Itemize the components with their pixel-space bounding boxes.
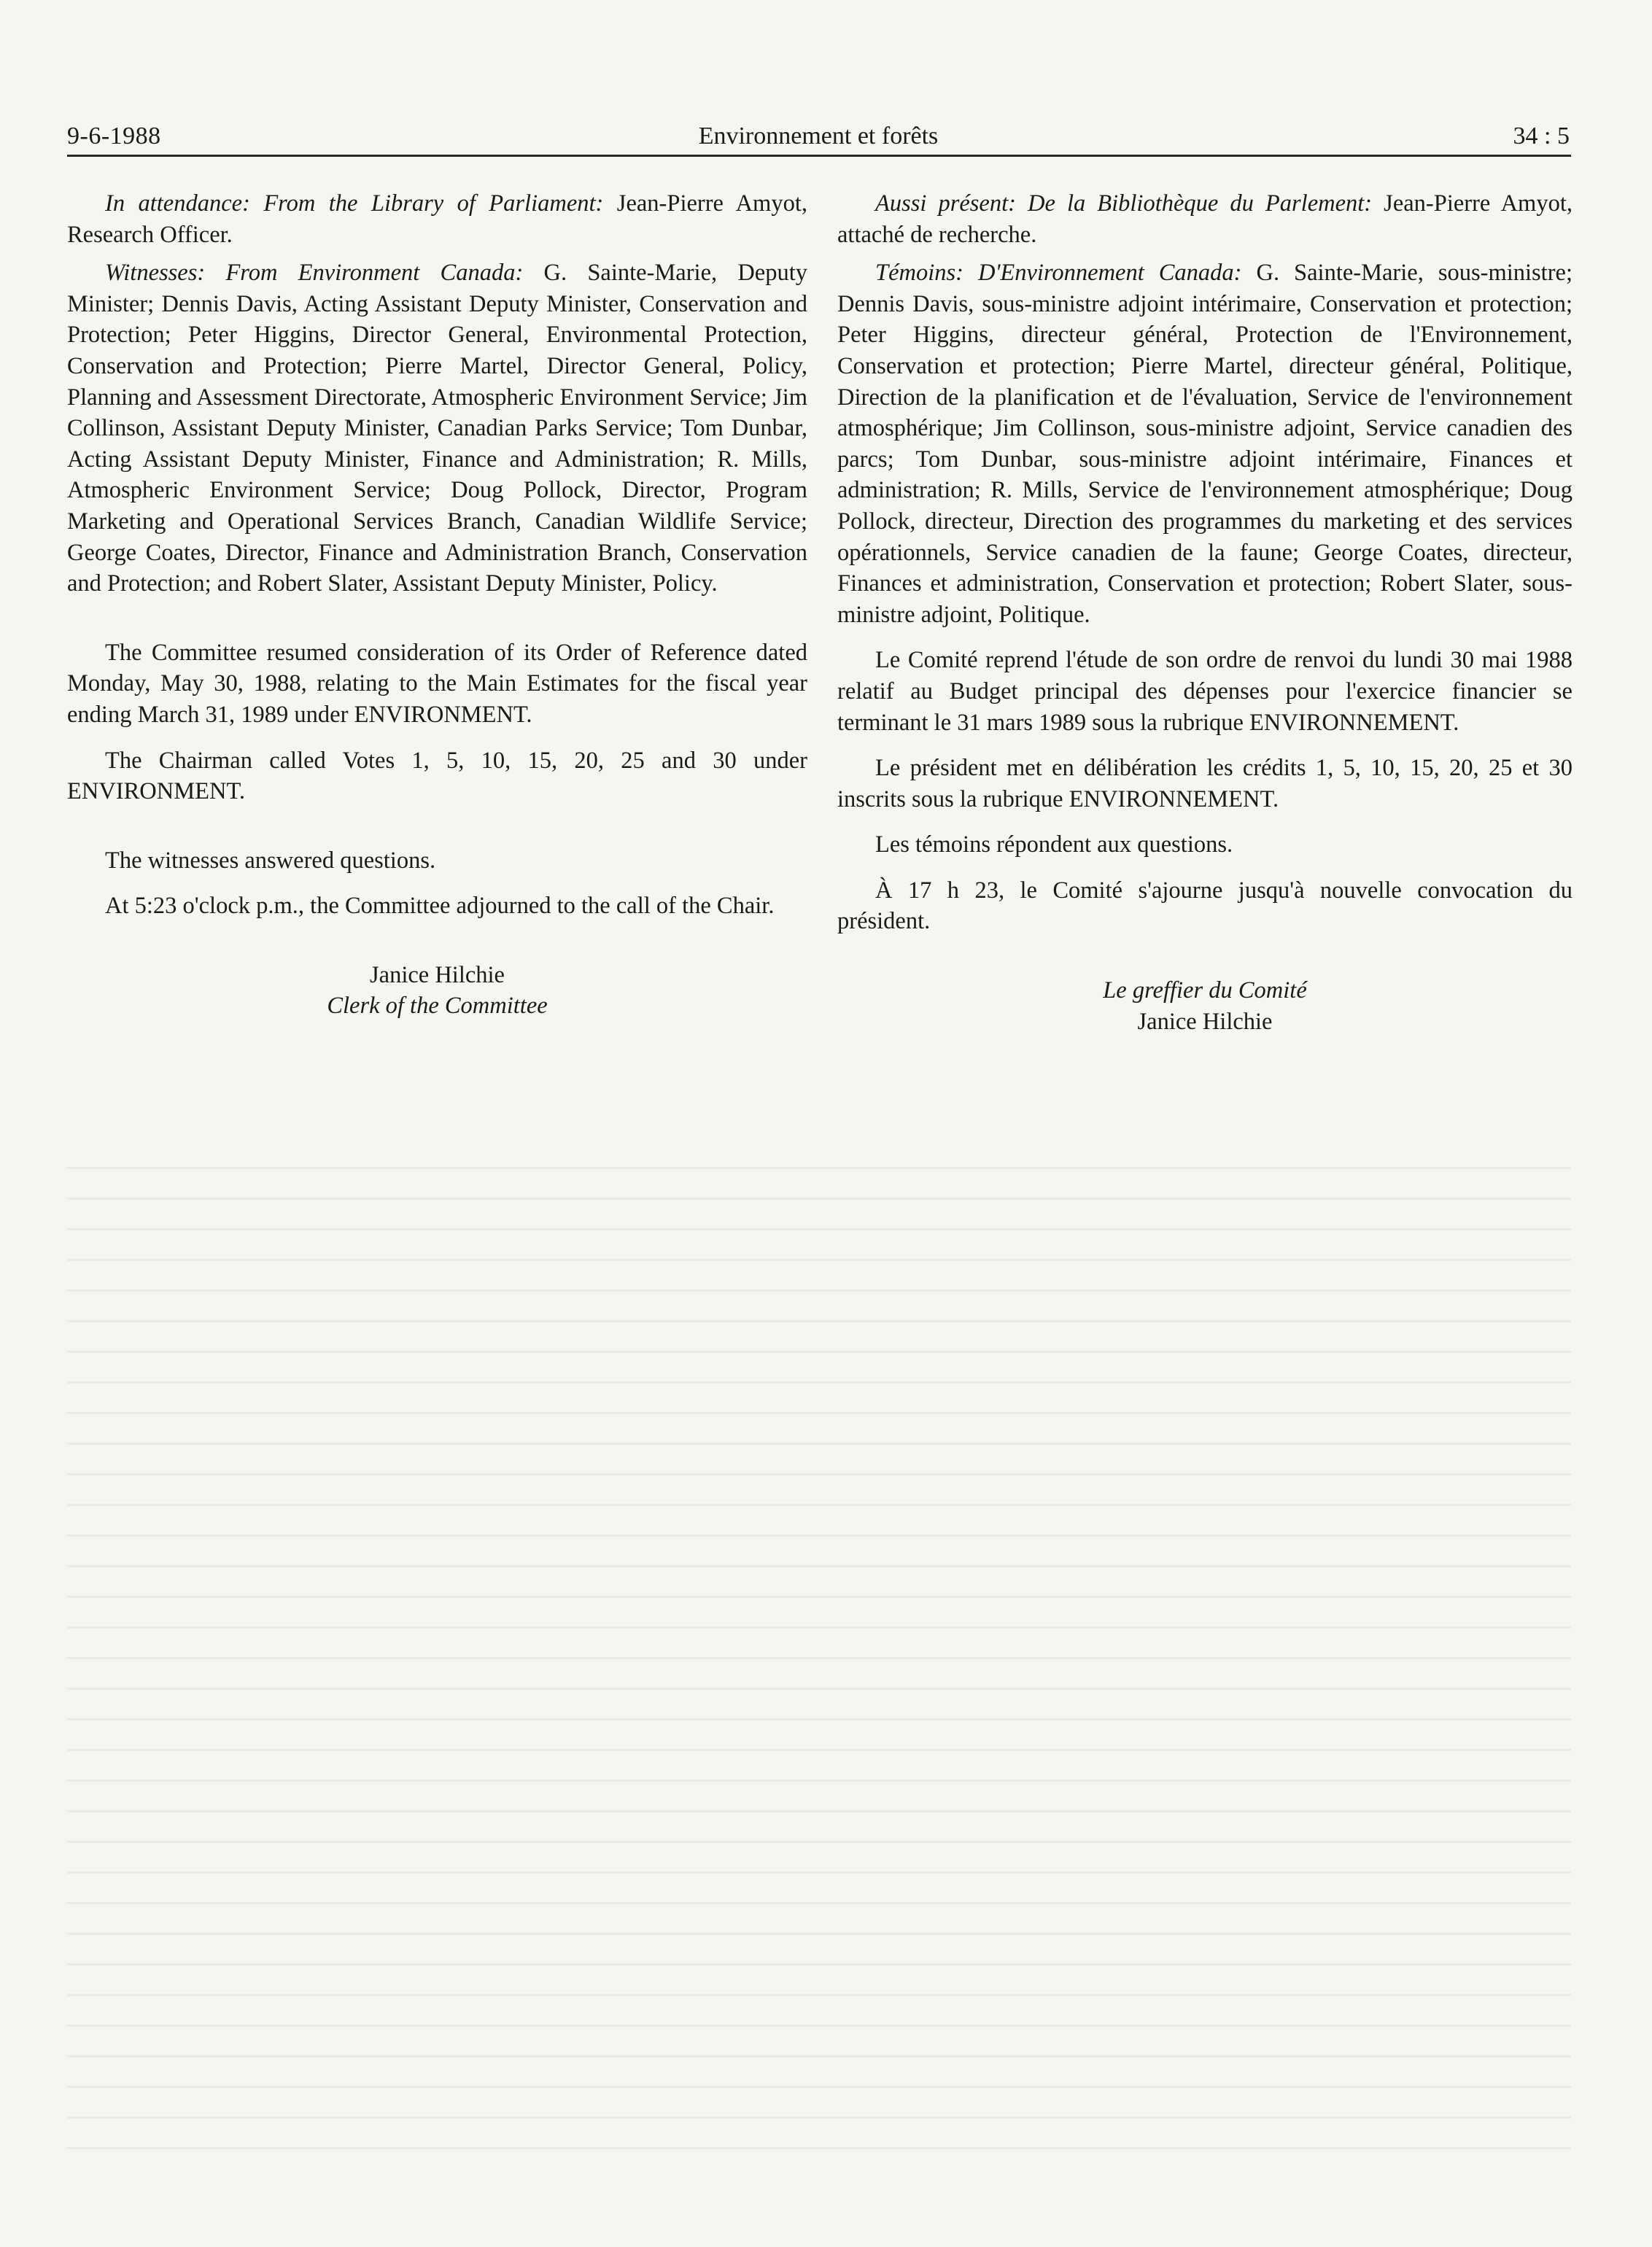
header-page-number: 34 : 5	[1513, 123, 1570, 150]
resumed-paragraph: The Committee resumed consideration of its Order of Reference dated Monday, May 30, 1988, relating to the Main Estimates for the fiscal year ending March 31, 1989 under ENVIRONMENT.	[67, 639, 807, 728]
french-column	[837, 188, 1572, 1037]
signature-name: Janice Hilchie	[370, 961, 505, 988]
chairman-paragraph-fr: Le président met en délibération les crédits 1, 5, 10, 15, 20, 25 et 30 inscrits sous la rubrique ENVIRONNEMENT.	[837, 755, 1572, 812]
header-rule	[67, 155, 1571, 157]
page-header	[67, 123, 1570, 155]
attendance-label-fr: Aussi présent	[875, 190, 1009, 217]
attendance-text-fr: Jean-Pierre Amyot, attaché de recherche.	[837, 190, 1572, 248]
signature-title: Clerk of the Committee	[327, 993, 548, 1020]
attendance-from: From the Library of Parliament	[263, 190, 596, 217]
english-column	[67, 188, 807, 1022]
adjourned-paragraph-fr: À 17 h 23, le Comité s'ajourne jusqu'à nouvelle convocation du président.	[837, 877, 1572, 935]
resumed-paragraph-fr: Le Comité reprend l'étude de son ordre de renvoi du lundi 30 mai 1988 relatif au Budget principal des dépenses pour l'exercice financier se terminant le 31 mars 1989 sous la rubrique ENVIRONNEMENT.	[837, 647, 1572, 736]
signature-title-fr: Le greffier du Comité	[1103, 977, 1307, 1004]
witnesses-from: From Environment Canada	[225, 260, 516, 287]
adjourned-paragraph: At 5:23 o'clock p.m., the Committee adjourned to the call of the Chair.	[105, 893, 775, 920]
witnesses-from-fr: D'Environnement Canada	[977, 260, 1234, 287]
witnesses-paragraph-fr: Témoins: D'Environnement Canada: G. Sainte-Marie, sous-ministre; Dennis Davis, sous-ministre adjoint intérimaire, Conservation et protection; Peter Higgins, directeur général, Protection de l'Environnement, Conservation et protection; Pierre Martel, directeur général, Politique, Direction de la planification et de l'évaluation, Service de l'environnement atmosphérique; Jim Collinson, sous-ministre adjoint, Service canadien des parcs; Tom Dunbar, sous-ministre adjoint intérimaire, Finances et administration; R. Mills, Service de l'environnement atmosphérique; Doug Pollock, directeur, Direction des programmes du marketing et des services opérationnels, Service canadien de la faune; George Coates, directeur, Finances et administration, Conservation et protection; Robert Slater, sous-ministre adjoint, Politique.	[837, 260, 1572, 628]
witnesses-answered-paragraph: The witnesses answered questions.	[105, 847, 436, 874]
header-title: Environnement et forêts	[698, 123, 939, 150]
attendance-from-fr: De la Bibliothèque du Parlement	[1028, 190, 1365, 217]
witnesses-answered-paragraph-fr: Les témoins répondent aux questions.	[875, 831, 1233, 858]
chairman-paragraph: The Chairman called Votes 1, 5, 10, 15, 20, 25 and 30 under ENVIRONMENT.	[67, 747, 807, 805]
attendance-text: Jean-Pierre Amyot, Research Officer.	[67, 190, 807, 248]
witnesses-text-fr: G. Sainte-Marie, sous-ministre; Dennis Davis, sous-ministre adjoint intérimaire, Conservation et protection; Peter Higgins, directeur général, Protection de l'Environnement, Conservation et protection; Pierre Martel, directeur général, Politique, Direction de la planification et de l'évaluation, Service de l'environnement atmosphérique; Jim Collinson, sous-ministre adjoint, Service canadien des parcs; Tom Dunbar, sous-ministre adjoint intérimaire, Finances et administration; R. Mills, Service de l'environnement atmosphérique; Doug Pollock, directeur, Direction des programmes du marketing et des services opérationnels, Service canadien de la faune; George Coates, directeur, Finances et administration, Conservation et protection; Robert Slater, sous-ministre adjoint, Politique.	[837, 260, 1572, 628]
witnesses-label: Witnesses	[105, 260, 198, 287]
witnesses-paragraph: Witnesses: From Environment Canada: G. Sainte-Marie, Deputy Minister; Dennis Davis, Acting Assistant Deputy Minister, Conservation and Protection; Peter Higgins, Director General, Environmental Protection, Conservation and Protection; Pierre Martel, Director General, Policy, Planning and Assessment Directorate, Atmospheric Environment Service; Jim Collinson, Assistant Deputy Minister, Canadian Parks Service; Tom Dunbar, Acting Assistant Deputy Minister, Finance and Administration; R. Mills, Atmospheric Environment Service; Doug Pollock, Director, Program Marketing and Operational Services Branch, Canadian Wildlife Service; George Coates, Director, Finance and Administration Branch, Conservation and Protection; and Robert Slater, Assistant Deputy Minister, Policy.	[67, 260, 808, 597]
header-date: 9-6-1988	[67, 123, 161, 150]
attendance-paragraph-fr: Aussi présent: De la Bibliothèque du Parlement: Jean-Pierre Amyot, attaché de recherche.	[837, 190, 1572, 248]
witnesses-text: G. Sainte-Marie, Deputy Minister; Dennis Davis, Acting Assistant Deputy Minister, Conservation and Protection; Peter Higgins, Director General, Environmental Protection, Conservation and Protection; Pierre Martel, Director General, Policy, Planning and Assessment Directorate, Atmospheric Environment Service; Jim Collinson, Assistant Deputy Minister, Canadian Parks Service; Tom Dunbar, Acting Assistant Deputy Minister, Finance and Administration; R. Mills, Atmospheric Environment Service; Doug Pollock, Director, Program Marketing and Operational Services Branch, Canadian Wildlife Service; George Coates, Director, Finance and Administration Branch, Conservation and Protection; and Robert Slater, Assistant Deputy Minister, Policy.	[67, 260, 808, 597]
attendance-label: In attendance	[105, 190, 243, 217]
witnesses-label-fr: Témoins	[875, 260, 956, 287]
bleed-through-background	[67, 1167, 1571, 2151]
attendance-paragraph: In attendance: From the Library of Parliament: Jean-Pierre Amyot, Research Officer.	[67, 190, 807, 248]
signature-name-fr: Janice Hilchie	[1137, 1008, 1273, 1035]
